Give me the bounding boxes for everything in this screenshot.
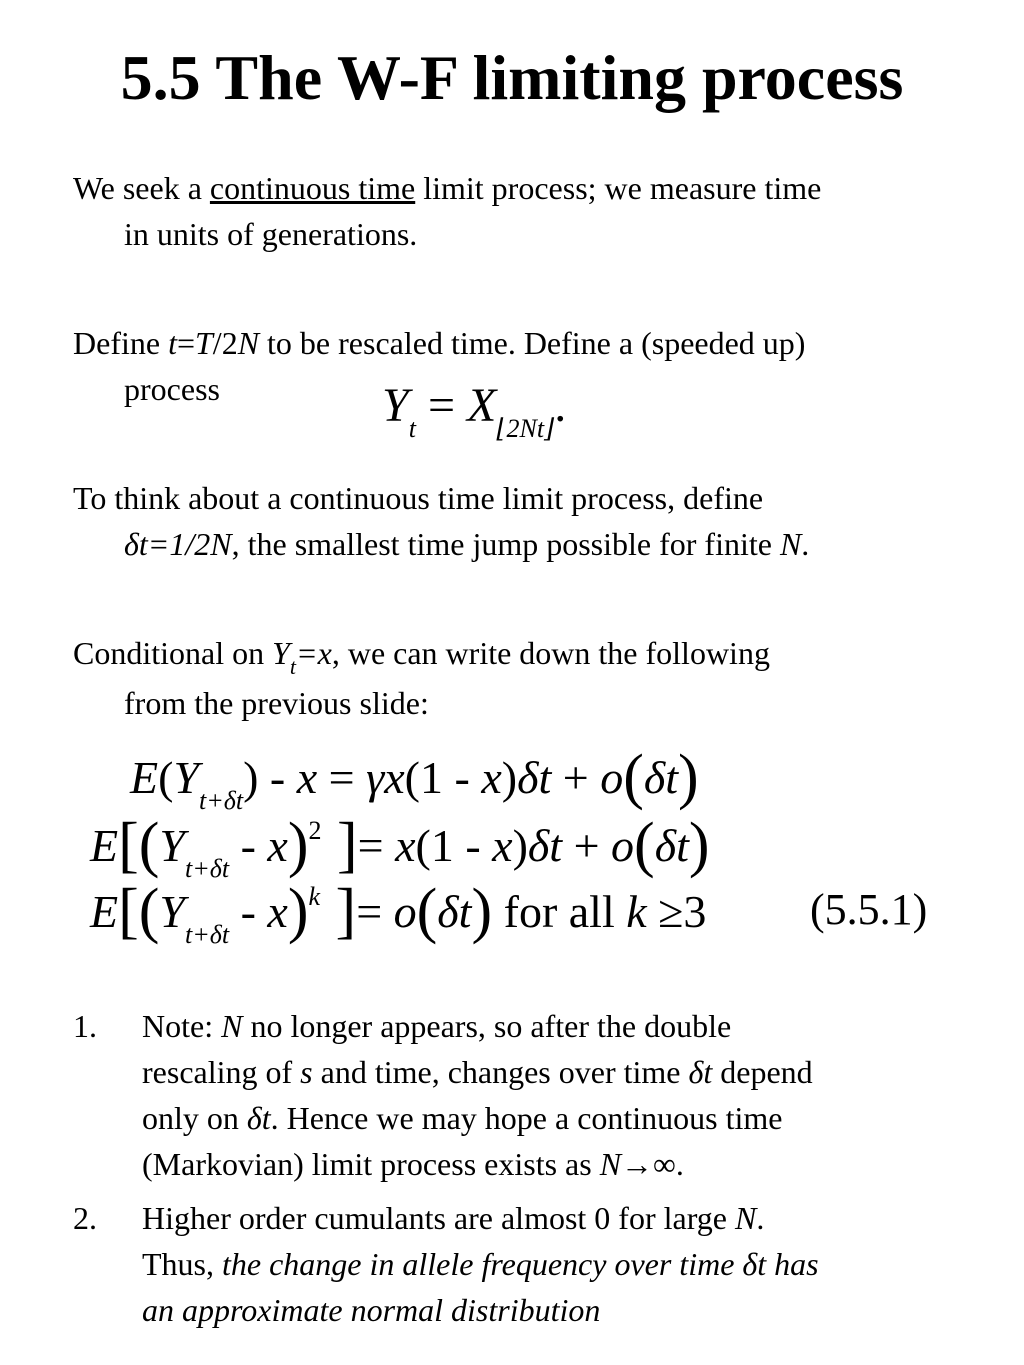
equation-process-definition: $Y_t = X_{⌊2Nt⌋}$. xyxy=(382,379,567,443)
list-item xyxy=(73,1003,973,1187)
note1-line4: (Markovian) limit process exists as N→∞. xyxy=(142,1146,684,1182)
note1-line2: rescaling of s and time, changes over time δt depend xyxy=(142,1054,813,1090)
p1-line2: in units of generations. xyxy=(124,216,418,252)
p3-line1: To think about a continuous time limit process, define xyxy=(73,480,764,516)
paragraph-delta-t xyxy=(73,475,973,567)
note2-line2: Thus, the change in allele frequency over time δt has xyxy=(142,1246,819,1282)
paragraph-continuous-time xyxy=(73,165,973,257)
notes-list xyxy=(73,1003,973,1341)
note1-line1: Note: N no longer appears, so after the double xyxy=(142,1008,732,1044)
equation-line-variance: $E[(Y_{t+\delta t} - x)^2$ ]= x(1 - x)δt + o(δt) xyxy=(90,811,710,883)
p2-line2: process xyxy=(124,371,220,407)
underlined-term: continuous time xyxy=(209,170,416,206)
p4-line2: from the previous slide: xyxy=(124,685,429,721)
list-item xyxy=(73,1195,973,1333)
note2-line3: an approximate normal distribution xyxy=(142,1292,601,1328)
slide-title: 5.5 The W-F limiting process xyxy=(120,42,904,113)
p3-line2: δt=1/2N, the smallest time jump possible for finite N. xyxy=(124,526,810,562)
list-number: 1. xyxy=(73,1008,97,1044)
paragraph-conditional xyxy=(73,630,973,726)
p1-line1: We seek a continuous time limit process; we measure time xyxy=(73,170,822,206)
note1-line3: only on δt. Hence we may hope a continuous time xyxy=(142,1100,783,1136)
equation-line-higher-moments: $E[(Y_{t+\delta t} - x)^k$ ]= o(δt) for all k ≥3 xyxy=(90,877,707,949)
note2-line1: Higher order cumulants are almost 0 for large N. xyxy=(142,1200,765,1236)
p4-line1: Conditional on $Y_t=x$, we can write down the following xyxy=(73,635,770,679)
equation-number: (5.5.1) xyxy=(810,885,928,934)
equation-line-mean: $E(Y_{t+\delta t}) - x = \gamma x(1 - x)\delta t + o(\delta t)$ xyxy=(130,743,699,815)
list-number: 2. xyxy=(73,1200,97,1236)
p2-line1: Define t=T/2N to be rescaled time. Define a (speeded up) xyxy=(73,325,806,361)
equation-block-moments xyxy=(90,743,970,950)
